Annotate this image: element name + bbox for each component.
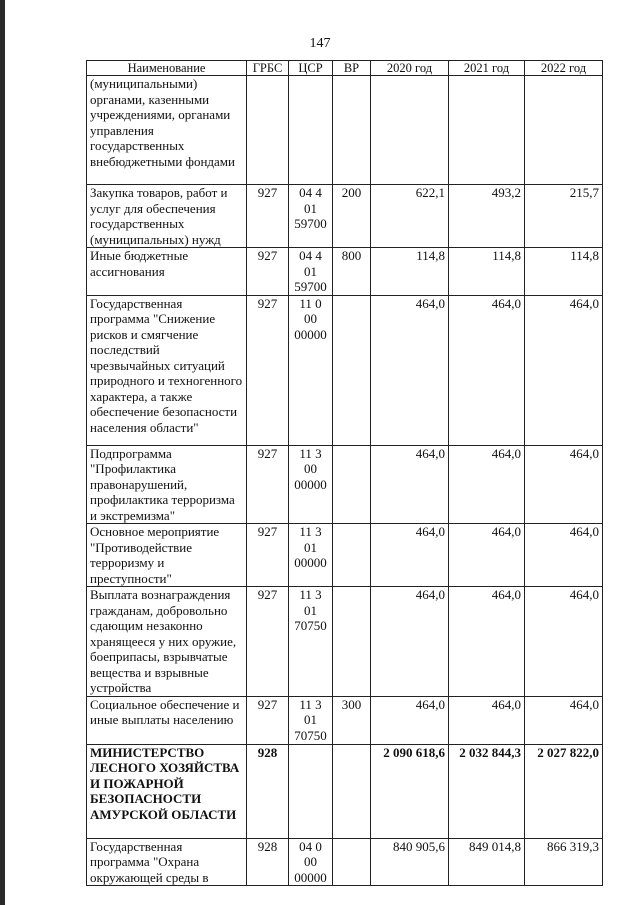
header-2021: 2021 год (449, 61, 525, 76)
row-2022: 464,0 (525, 295, 603, 445)
header-vr: ВР (333, 61, 371, 76)
row-name: (муниципальными) органами, казенными учреждениями, органами управления государственных внебюджетными фондами (87, 76, 247, 185)
row-grbs: 927 (247, 295, 289, 445)
row-vr (333, 744, 371, 838)
table-row (87, 295, 603, 445)
row-2021: 464,0 (449, 445, 525, 524)
row-2020: 464,0 (371, 524, 449, 587)
row-2022: 866 319,3 (525, 838, 603, 886)
row-2020 (371, 76, 449, 185)
row-name: Основное мероприятие "Противодействие терроризму и преступности" (87, 524, 247, 587)
row-name: Социальное обеспечение и иные выплаты населению (87, 696, 247, 744)
row-name: Подпрограмма "Профилактика правонарушений, профилактика терроризма и экстремизма" (87, 445, 247, 524)
row-2022: 464,0 (525, 524, 603, 587)
row-grbs: 927 (247, 696, 289, 744)
row-vr (333, 524, 371, 587)
row-grbs: 927 (247, 445, 289, 524)
row-2022: 114,8 (525, 248, 603, 296)
row-vr: 800 (333, 248, 371, 296)
row-2022: 215,7 (525, 185, 603, 248)
row-vr: 200 (333, 185, 371, 248)
table-header-row (87, 61, 603, 76)
row-vr: 300 (333, 696, 371, 744)
budget-table (86, 60, 603, 886)
row-vr (333, 295, 371, 445)
scan-edge (0, 0, 5, 905)
row-2020: 2 090 618,6 (371, 744, 449, 838)
row-csr: 11 3 01 70750 (289, 696, 333, 744)
table-row (87, 587, 603, 697)
row-csr: 04 0 00 00000 (289, 838, 333, 886)
row-2020: 464,0 (371, 587, 449, 697)
row-csr: 11 3 01 70750 (289, 587, 333, 697)
row-2021: 464,0 (449, 524, 525, 587)
row-vr (333, 76, 371, 185)
table-row (87, 248, 603, 296)
row-vr (333, 587, 371, 697)
page-number: 147 (309, 36, 331, 51)
row-name: Закупка товаров, работ и услуг для обеспечения государственных (муниципальных) нужд (87, 185, 247, 248)
row-2021: 464,0 (449, 295, 525, 445)
row-grbs: 927 (247, 524, 289, 587)
table-row (87, 524, 603, 587)
row-2020: 840 905,6 (371, 838, 449, 886)
row-csr: 04 4 01 59700 (289, 248, 333, 296)
table-row (87, 76, 603, 185)
row-2021: 114,8 (449, 248, 525, 296)
row-grbs (247, 76, 289, 185)
row-2021: 464,0 (449, 696, 525, 744)
row-csr: 04 4 01 59700 (289, 185, 333, 248)
row-2022: 464,0 (525, 696, 603, 744)
row-2021: 493,2 (449, 185, 525, 248)
row-name: Государственная программа "Снижение рисков и смягчение последствий чрезвычайных ситуаций природного и техногенного характера, а также обеспечение безопасности населения области" (87, 295, 247, 445)
row-2021: 464,0 (449, 587, 525, 697)
header-2022: 2022 год (525, 61, 603, 76)
table-row (87, 744, 603, 838)
row-2020: 464,0 (371, 696, 449, 744)
row-grbs: 927 (247, 185, 289, 248)
row-grbs: 927 (247, 587, 289, 697)
row-csr: 11 3 00 00000 (289, 445, 333, 524)
row-name: Иные бюджетные ассигнования (87, 248, 247, 296)
row-2022 (525, 76, 603, 185)
row-2022: 2 027 822,0 (525, 744, 603, 838)
table-row (87, 696, 603, 744)
header-name: Наименование (87, 61, 247, 76)
row-csr: 11 0 00 00000 (289, 295, 333, 445)
row-2021: 2 032 844,3 (449, 744, 525, 838)
row-2022: 464,0 (525, 445, 603, 524)
row-2020: 622,1 (371, 185, 449, 248)
row-2021 (449, 76, 525, 185)
row-name: Выплата вознаграждения гражданам, добровольно сдающим незаконно хранящееся у них оружие, боеприпасы, взрывчатые вещества и взрывные устройства (87, 587, 247, 697)
row-grbs: 927 (247, 248, 289, 296)
header-2020: 2020 год (371, 61, 449, 76)
header-grbs: ГРБС (247, 61, 289, 76)
header-csr: ЦСР (289, 61, 333, 76)
table-row (87, 445, 603, 524)
table-row (87, 838, 603, 886)
row-2020: 114,8 (371, 248, 449, 296)
row-2020: 464,0 (371, 445, 449, 524)
row-vr (333, 445, 371, 524)
row-vr (333, 838, 371, 886)
row-name: Государственная программа "Охрана окружающей среды в (87, 838, 247, 886)
row-csr (289, 744, 333, 838)
row-csr: 11 3 01 00000 (289, 524, 333, 587)
row-grbs: 928 (247, 838, 289, 886)
row-2022: 464,0 (525, 587, 603, 697)
row-2021: 849 014,8 (449, 838, 525, 886)
table-row (87, 185, 603, 248)
row-csr (289, 76, 333, 185)
row-2020: 464,0 (371, 295, 449, 445)
row-grbs: 928 (247, 744, 289, 838)
row-name: МИНИСТЕРСТВО ЛЕСНОГО ХОЗЯЙСТВА И ПОЖАРНОЙ БЕЗОПАСНОСТИ АМУРСКОЙ ОБЛАСТИ (87, 744, 247, 838)
